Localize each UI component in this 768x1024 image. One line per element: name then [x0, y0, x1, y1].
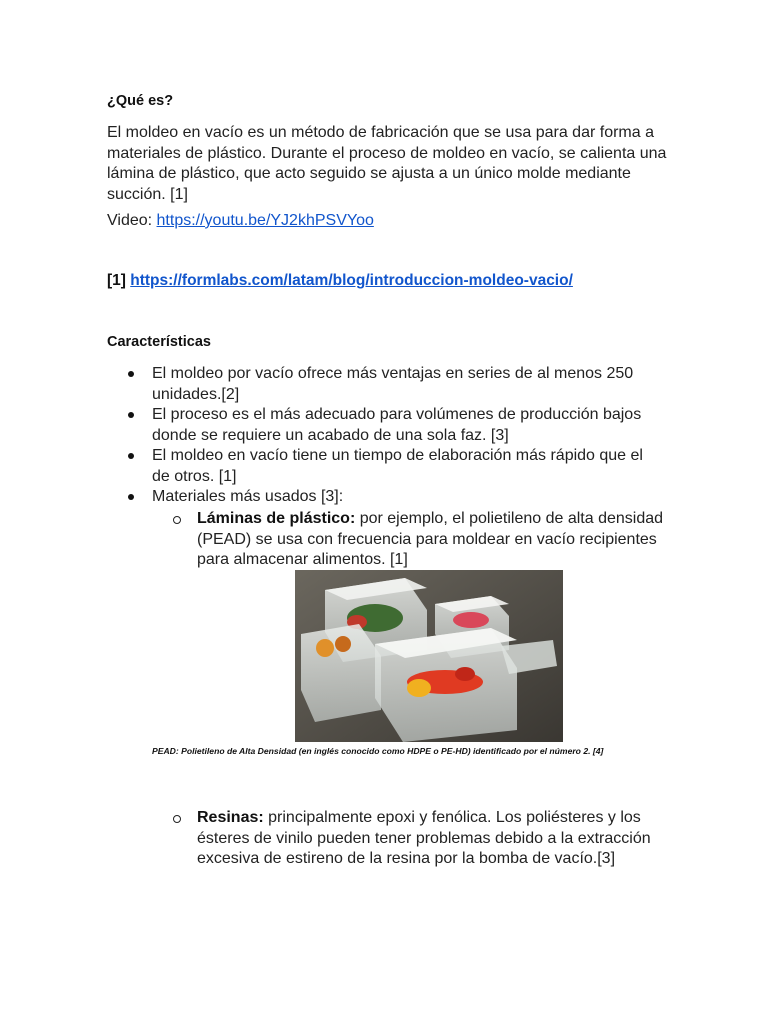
food-containers-image [295, 570, 563, 742]
list-item [0, 405, 662, 446]
image-caption: PEAD: Polietileno de Alta Densidad (en inglés conocido como HDPE o PE-HD) identificado por el número 2. [4] [152, 746, 604, 756]
sub-list-item-text [197, 808, 667, 870]
video-link[interactable]: https://youtu.be/YJ2khPSVYoo [156, 212, 374, 229]
video-label: Video: [107, 212, 157, 229]
bullet-icon [128, 371, 134, 377]
list-item-text: Materiales más usados [3]: [152, 488, 344, 505]
bullet-icon [128, 494, 134, 500]
reference-label: [1] [107, 272, 131, 289]
features-list [0, 364, 768, 508]
list-item-text: El proceso es el más adecuado para volúmenes de producción bajos donde se requiere un acabado de una sola faz. [3] [152, 406, 642, 444]
hollow-bullet-icon [173, 516, 181, 524]
list-item-text: El moldeo por vacío ofrece más ventajas en series de al menos 250 unidades.[2] [152, 365, 634, 403]
material-description: por ejemplo, el polietileno de alta densidad (PEAD) se usa con frecuencia para moldear en vacío recipientes para almacenar alimentos. [1] [197, 510, 664, 568]
list-item [0, 487, 662, 508]
list-item [0, 446, 662, 487]
material-description: principalmente epoxi y fenólica. Los poliésteres y los ésteres de vinilo pueden tener problemas debido a la extracción excesiva de estireno de la resina por la bomba de vacío.[3] [197, 809, 651, 867]
bullet-icon [128, 412, 134, 418]
intro-paragraph: El moldeo en vacío es un método de fabricación que se usa para dar forma a materiales de plástico. Durante el proceso de moldeo en vacío, se calienta una lámina de plástico, que acto seguido se ajusta a un único molde mediante succión. [1] [107, 124, 667, 203]
section-heading-que-es: ¿Qué es? [107, 93, 174, 109]
containers-illustration [295, 570, 563, 742]
material-title: Resinas: [197, 809, 264, 826]
section-heading-caracteristicas: Características [107, 334, 211, 350]
list-item [0, 364, 662, 405]
reference-link[interactable]: https://formlabs.com/latam/blog/introduccion-moldeo-vacio/ [130, 272, 573, 289]
hollow-bullet-icon [173, 815, 181, 823]
bullet-icon [128, 453, 134, 459]
reference-line [107, 272, 573, 290]
material-title: Láminas de plástico: [197, 510, 356, 527]
video-line [107, 211, 667, 232]
sub-list-item-text [197, 509, 667, 571]
list-item-text: El moldeo en vacío tiene un tiempo de elaboración más rápido que el de otros. [1] [152, 447, 643, 485]
